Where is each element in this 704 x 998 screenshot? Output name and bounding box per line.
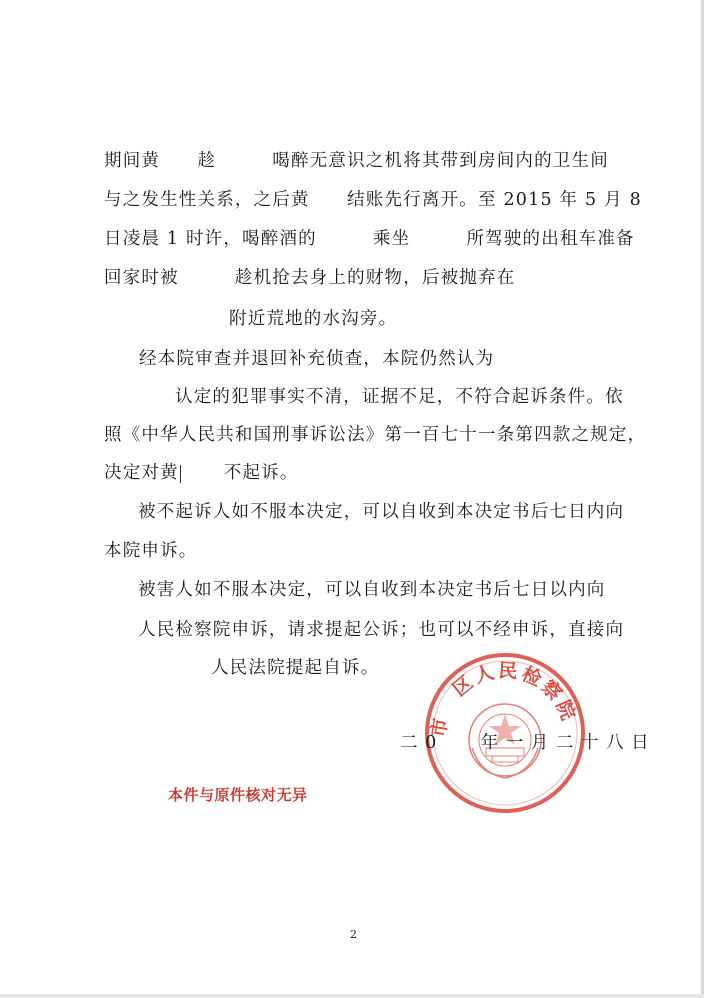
body-line-10: 被不起诉人如不服本决定，可以自收到本决定书后七日内向 (138, 502, 625, 522)
body-line-2: 与之发生性关系，之后黄 结账先行离开。至 2015 年 5 月 8 (104, 190, 642, 210)
body-line-3: 日凌晨 1 时许，喝醉酒的 乘坐 所驾驶的出租车准备 (104, 229, 635, 249)
body-line-7: 认定的犯罪事实不清，证据不足，不符合起诉条件。依 (175, 387, 624, 407)
page-bottom-edge (0, 994, 704, 998)
body-line-5: 附近荒地的水沟旁。 (229, 309, 398, 329)
body-line-14: 人民法院提起自诉。 (211, 658, 380, 678)
body-line-4: 回家时被 趁机抢去身上的财物，后被抛弃在 (104, 268, 516, 288)
date-line: 二 0 年 一 月 二 十 八 日 (400, 733, 650, 753)
body-line-11: 本院申诉。 (104, 541, 198, 561)
verification-stamp: 本件与原件核对无异 (168, 786, 308, 804)
body-line-1: 期间黄 趁 喝醉无意识之机将其带到房间内的卫生间 (104, 151, 609, 171)
body-line-12: 被害人如不服本决定，可以自收到本决定书后七日以内向 (138, 580, 606, 600)
seal-text: 市 区人民检察院 (427, 659, 581, 739)
decision-suffix: 不起诉。 (223, 463, 299, 483)
body-line-8: 照《中华人民共和国刑事诉讼法》第一百七十一条第四款之规定， (104, 425, 647, 445)
text-cursor (180, 465, 181, 483)
body-line-13: 人民检察院申诉，请求提起公诉；也可以不经申诉，直接向 (138, 620, 625, 640)
decision-prefix: 决定对黄 (104, 463, 179, 483)
body-line-9 (104, 461, 299, 485)
page-number: 2 (350, 928, 357, 941)
body-line-6: 经本院审查并退回补充侦查，本院仍然认为 (139, 349, 495, 369)
